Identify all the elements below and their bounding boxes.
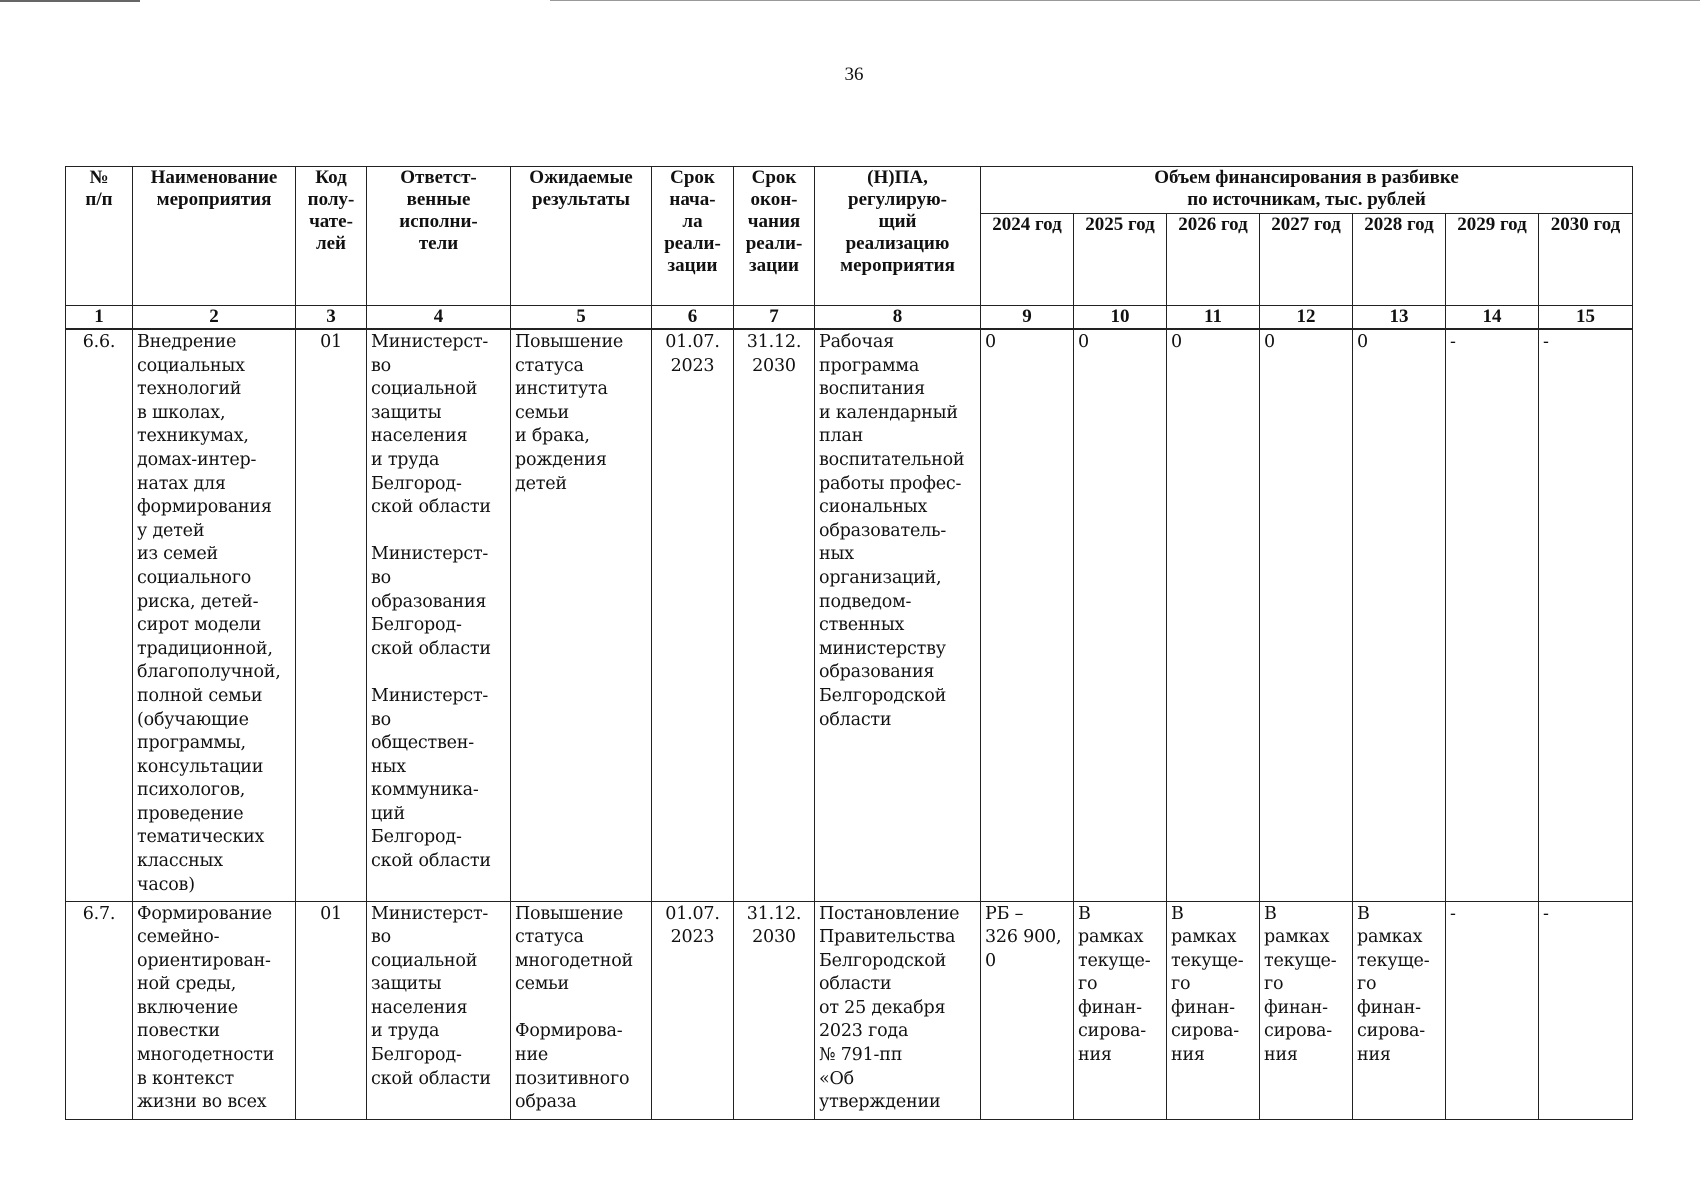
header-responsible: Ответст- венные исполни- тели [367,167,511,306]
column-number: 8 [815,306,981,330]
end-date: 31.12. 2030 [746,903,802,948]
column-number: 1 [66,306,133,330]
row-number: 6.7. [82,903,116,924]
column-numbers-row [66,306,1633,330]
column-number: 6 [652,306,734,330]
header-number: № п/п [66,167,133,306]
financing-2027: 0 [1264,332,1275,352]
table-header [66,167,1633,330]
header-npa: (Н)ПА, регулирую- щий реализацию мероприятия [815,167,981,306]
header-results: Ожидаемые результаты [511,167,652,306]
activity-name: Формирование семейно- ориентирован- ной среды, включение повестки многодетности в контекст жизни во всех [137,903,275,1113]
recipient-code: 01 [320,903,342,924]
column-number: 13 [1353,306,1446,330]
header-code: Код полу- чате- лей [296,167,367,306]
financing-2026: 0 [1171,332,1182,352]
header-financing: Объем финансирования в разбивке по источникам, тыс. рублей [981,167,1633,214]
expected-results: Повышение статуса института семьи и брака, рождения детей [515,332,624,494]
header-year-2027: 2027 год [1260,214,1353,306]
column-number: 3 [296,306,367,330]
column-number: 4 [367,306,511,330]
financing-2028: 0 [1357,332,1368,352]
financing-2025: 0 [1078,332,1089,352]
header-end: Срок окон- чания реали- зации [734,167,815,306]
column-number: 15 [1539,306,1633,330]
header-year-2025: 2025 год [1074,214,1167,306]
financing-2030: - [1543,903,1549,924]
financing-2024: РБ – 326 900, 0 [985,903,1062,971]
column-number: 10 [1074,306,1167,330]
expected-results: Повышение статуса многодетной семьи Формирова- ние позитивного образа [515,903,633,1113]
regulatory-act: Рабочая программа воспитания и календарный план воспитательной работы профес- сиональных образователь- ных организаций, подведом- ственных министерству образования Белгородской области [819,332,965,730]
end-date: 31.12. 2030 [746,332,802,376]
header-start: Срок нача- ла реали- зации [652,167,734,306]
column-number: 2 [133,306,296,330]
financing-2026: В рамках текуще- го финан- сирова- ния [1171,903,1244,1066]
header-year-2029: 2029 год [1446,214,1539,306]
start-date: 01.07. 2023 [665,903,720,948]
financing-2027: В рамках текуще- го финан- сирова- ния [1264,903,1337,1066]
financing-2024: 0 [985,332,996,352]
responsible-executors: Министерст- во социальной защиты населения и труда Белгород- ской области [371,903,491,1089]
table-row [66,329,1633,901]
column-number: 12 [1260,306,1353,330]
column-number: 11 [1167,306,1260,330]
financing-2025: В рамках текуще- го финан- сирова- ния [1078,903,1151,1066]
financing-2028: В рамках текуще- го финан- сирова- ния [1357,903,1430,1066]
table-row [66,901,1633,1119]
regulatory-act: Постановление Правительства Белгородской области от 25 декабря 2023 года № 791-пп «Об утверждении [819,903,960,1113]
header-year-2026: 2026 год [1167,214,1260,306]
activity-name: Внедрение социальных технологий в школах, техникумах, домах-интер- натах для формирования у детей из семей социального риска, детей- сирот модели традиционной, благополучной, полной семьи (обучающие программы, консультации психологов, проведение тематических классных часов) [137,332,281,895]
financing-2029: - [1450,903,1456,924]
row-number: 6.6. [82,332,116,352]
responsible-executors: Министерст- во социальной защиты населения и труда Белгород- ской области Министерст- во образования Белгород- ской области Министерст- во обществен- ных коммуника- ций Белгород- ской области [371,332,491,872]
column-number: 9 [981,306,1074,330]
header-year-2024: 2024 год [981,214,1074,306]
financing-table [65,166,1633,1120]
header-year-2030: 2030 год [1539,214,1633,306]
financing-2030: - [1543,332,1549,352]
column-number: 7 [734,306,815,330]
header-name: Наименование мероприятия [133,167,296,306]
column-number: 14 [1446,306,1539,330]
recipient-code: 01 [320,332,342,352]
financing-2029: - [1450,332,1456,352]
header-year-2028: 2028 год [1353,214,1446,306]
page-number: 36 [844,64,864,85]
start-date: 01.07. 2023 [665,332,720,376]
column-number: 5 [511,306,652,330]
